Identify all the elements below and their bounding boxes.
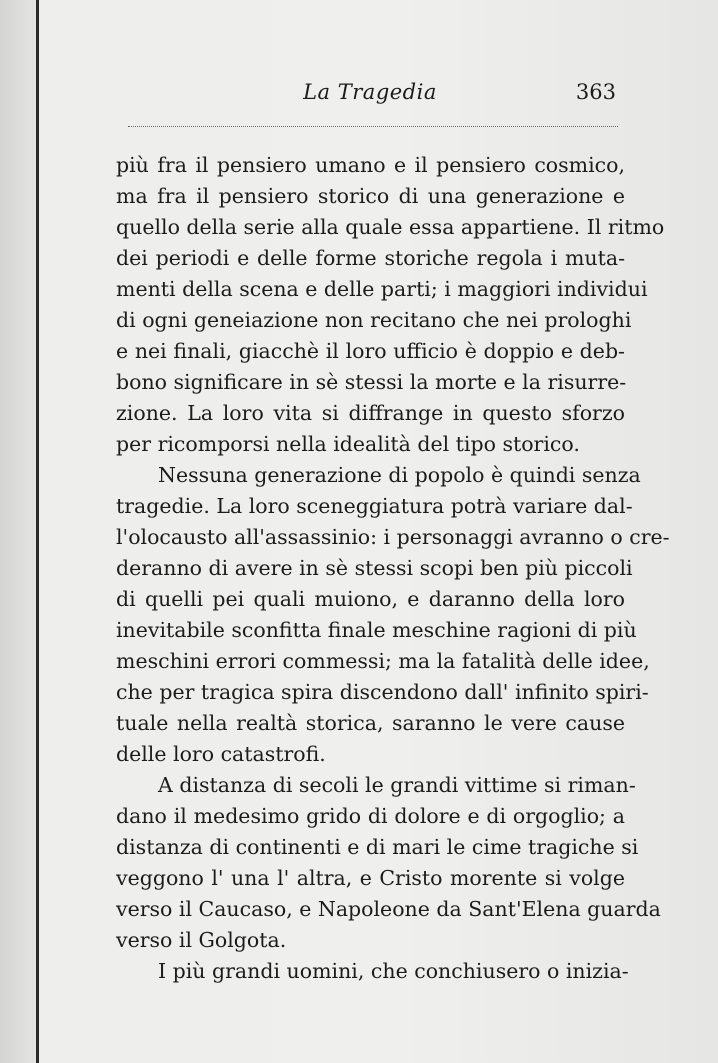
text-line: verso il Caucaso, e Napoleone da Sant'Elena guarda <box>116 897 661 921</box>
text-line: distanza di continenti e di mari le cime tragiche si <box>116 835 639 859</box>
text-line: deranno di avere in sè stessi scopi ben più piccoli <box>116 556 633 580</box>
text-line: di ogni geneiazione non recitano che nei prologhi <box>116 308 632 332</box>
text-line: per ricomporsi nella idealità del tipo storico. <box>116 432 580 456</box>
text-line: quello della serie alla quale essa appartiene. Il ritmo <box>116 215 665 239</box>
page-header <box>120 76 620 112</box>
text-line: ma fra il pensiero storico di una generazione e <box>116 184 625 208</box>
text-line: meschini errori commessi; ma la fatalità delle idee, <box>116 649 650 673</box>
text-line: tragedie. La loro sceneggiatura potrà variare dal- <box>116 494 633 518</box>
text-line: dano il medesimo grido di dolore e di orgoglio; a <box>116 804 625 828</box>
text-line: inevitabile sconfitta finale meschine ragioni di più <box>116 618 637 642</box>
text-line: e nei finali, giacchè il loro ufficio è doppio e deb- <box>116 339 625 363</box>
text-line: delle loro catastrofi. <box>116 742 326 766</box>
text-line: A distanza di secoli le grandi vittime si riman- <box>158 773 636 797</box>
text-line: tuale nella realtà storica, saranno le vere cause <box>116 711 625 735</box>
page-number: 363 <box>575 80 616 104</box>
text-line: verso il Golgota. <box>116 928 287 952</box>
body-text <box>116 150 670 987</box>
binding-shadow <box>0 0 36 1063</box>
text-line: zione. La loro vita si diffrange in questo sforzo <box>116 401 625 425</box>
text-line: bono significare in sè stessi la morte e la risurre- <box>116 370 627 394</box>
text-line: veggono l' una l' altra, e Cristo morente si volge <box>116 866 625 890</box>
text-line: che per tragica spira discendono dall' infinito spiri- <box>116 680 649 704</box>
text-line: l'olocausto all'assassinio: i personaggi avranno o cre- <box>116 525 670 549</box>
text-line: Nessuna generazione di popolo è quindi senza <box>158 463 641 487</box>
text-line: menti della scena e delle parti; i maggiori individui <box>116 277 648 301</box>
header-rule <box>128 126 618 127</box>
text-line: di quelli pei quali muiono, e daranno della loro <box>116 587 625 611</box>
text-line: I più grandi uomini, che conchiusero o inizia- <box>158 959 629 983</box>
running-title: La Tragedia <box>303 80 437 104</box>
text-line: più fra il pensiero umano e il pensiero cosmico, <box>116 153 625 177</box>
text-line: dei periodi e delle forme storiche regola i muta- <box>116 246 625 270</box>
binding-edge <box>36 0 39 1063</box>
